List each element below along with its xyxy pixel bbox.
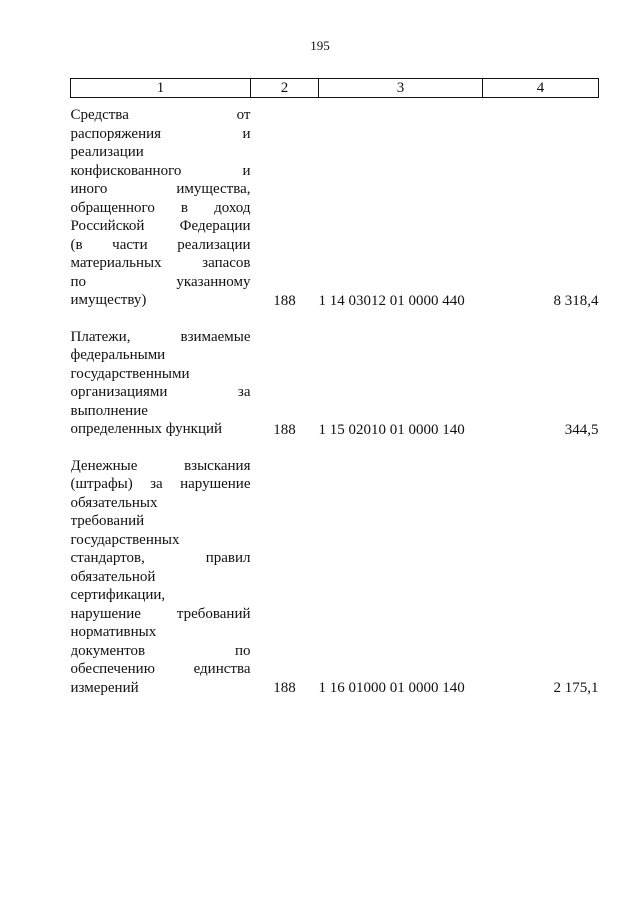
description-line: обязательной [70, 568, 156, 585]
description-line: Российской Федерации [70, 218, 251, 234]
description-line: по указанному [70, 273, 251, 290]
description-line: измерений [70, 679, 139, 696]
row-amount: 344,5 [564, 421, 599, 438]
description-line: стандартов, правил [70, 550, 251, 566]
description-line: Денежные взыскания [70, 457, 251, 474]
description-line: федеральными [70, 347, 166, 363]
row-classification-code: 1 16 01000 01 0000 140 [318, 680, 465, 696]
table-row [71, 106, 599, 310]
description-line: нарушение требований [70, 605, 251, 622]
description-line: нормативных [70, 624, 157, 640]
description-line: конфискованного и [70, 162, 251, 179]
table-row [71, 457, 599, 698]
description-line: государственными [70, 365, 190, 382]
description-line: реализации [70, 144, 144, 160]
description-line: организациями за [70, 384, 251, 400]
row-admin-code: 188 [273, 421, 296, 438]
description-line: обязательных [70, 494, 158, 511]
row-admin-code: 188 [273, 292, 296, 309]
header-row [71, 79, 599, 98]
row-description [71, 328, 251, 439]
description-line: обеспечению единства [70, 661, 251, 677]
row-admin-code: 188 [273, 680, 296, 696]
description-line: обращенного в доход [70, 199, 251, 216]
column-header-2: 2 [251, 79, 319, 98]
description-line: требований [70, 513, 145, 529]
page-number: 195 [310, 38, 330, 53]
row-description [71, 106, 251, 310]
row-classification-code: 1 15 02010 01 0000 140 [318, 421, 465, 438]
budget-table [70, 78, 599, 697]
description-line: определенных функций [70, 421, 223, 437]
table-body [71, 98, 599, 698]
description-line: имуществу) [70, 292, 147, 308]
description-line: государственных [70, 531, 180, 548]
description-line: сертификации, [70, 587, 166, 603]
description-line: Средства от [70, 107, 251, 123]
row-classification-code: 1 14 03012 01 0000 440 [318, 292, 465, 309]
row-amount: 8 318,4 [553, 292, 599, 309]
row-amount: 2 175,1 [553, 680, 599, 696]
description-line: выполнение [70, 402, 148, 419]
description-line: иного имущества, [70, 181, 251, 197]
column-header-1: 1 [71, 79, 251, 98]
description-line: распоряжения и [70, 125, 251, 142]
column-header-4: 4 [483, 79, 599, 98]
description-line: (в части реализации [70, 236, 251, 253]
description-line: документов по [70, 642, 251, 659]
description-line: Платежи, взимаемые [70, 328, 251, 345]
row-description [71, 457, 251, 698]
table-row [71, 328, 599, 439]
description-line: материальных запасов [70, 255, 251, 271]
column-header-3: 3 [319, 79, 483, 98]
description-line: (штрафы) за нарушение [70, 476, 251, 492]
